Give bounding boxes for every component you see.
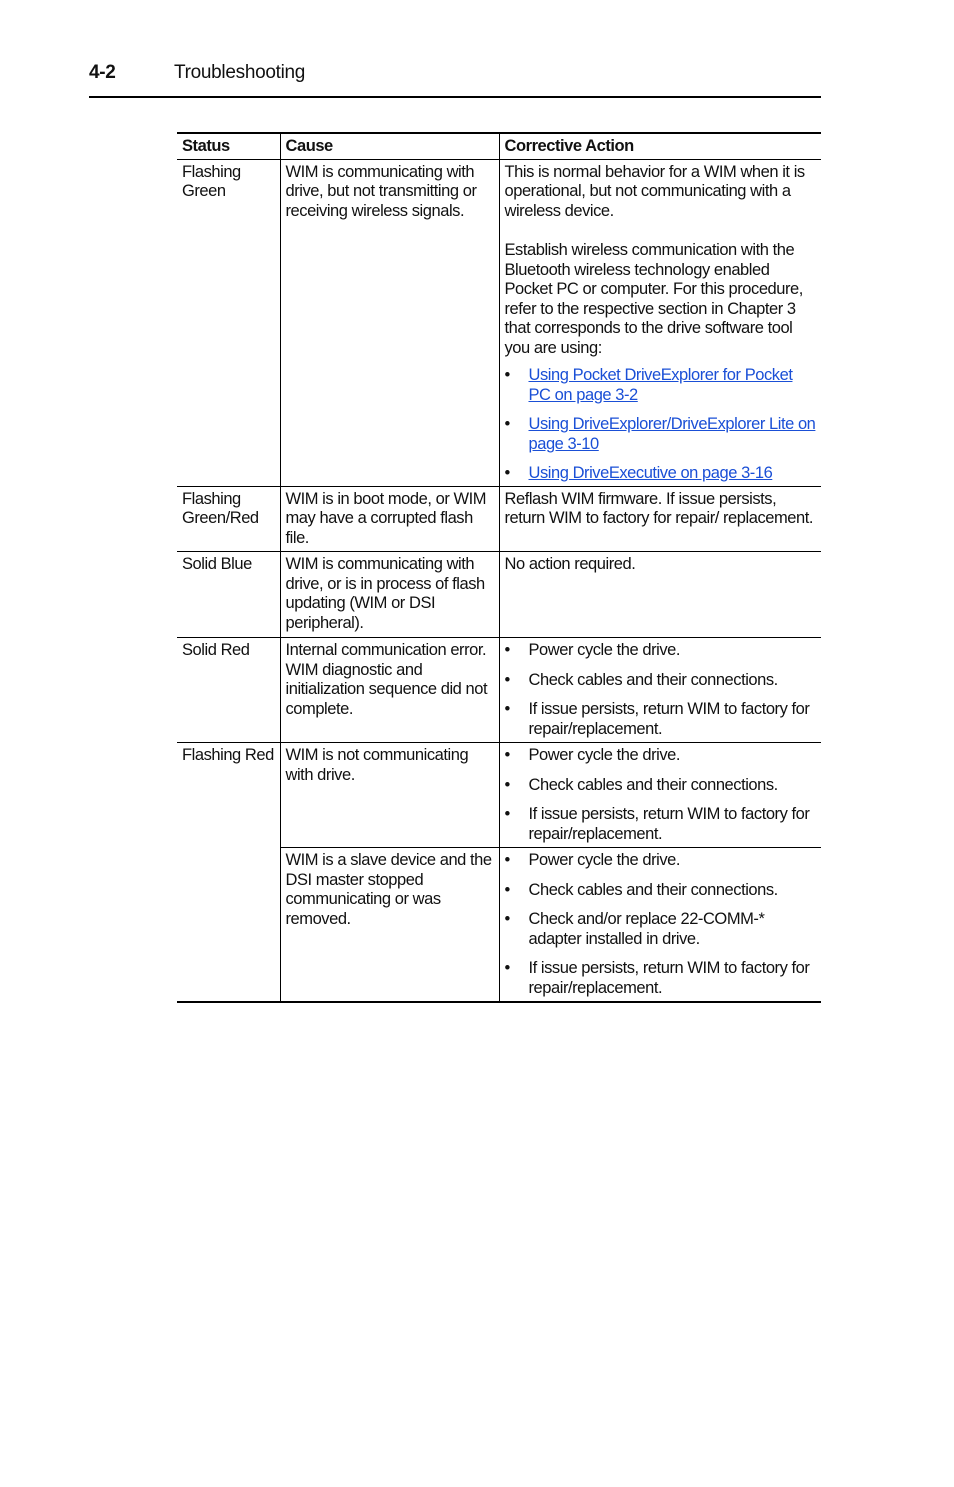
action-list xyxy=(505,641,818,739)
table-row xyxy=(177,159,821,486)
bullet-icon: • xyxy=(504,641,510,659)
status-cell: Flashing Green/Red xyxy=(177,486,280,552)
table-row xyxy=(177,552,821,638)
cause-cell: WIM is in boot mode, or WIM may have a corrupted flash file. xyxy=(280,486,499,552)
list-item xyxy=(505,959,818,998)
action-step: If issue persists, return WIM to factory for repair/replacement. xyxy=(528,805,810,843)
bullet-icon: • xyxy=(504,775,510,794)
action-cell xyxy=(499,743,821,848)
cause-cell: Internal communication error. WIM diagnostic and initialization sequence did not complete. xyxy=(280,638,499,743)
bullet-icon: • xyxy=(504,910,510,928)
column-header-cause: Cause xyxy=(280,133,499,159)
column-header-status: Status xyxy=(177,133,280,159)
link-pocket-driveexplorer[interactable]: Using Pocket DriveExplorer for Pocket PC on page 3-2 xyxy=(528,366,793,404)
link-driveexecutive[interactable]: Using DriveExecutive on page 3-16 xyxy=(528,464,773,482)
action-step: Power cycle the drive. xyxy=(528,851,680,869)
action-paragraph: This is normal behavior for a WIM when it is operational, but not communicating with a wireless device. xyxy=(504,162,805,220)
action-cell: No action required. xyxy=(504,555,636,573)
table-row xyxy=(177,743,821,848)
action-step: If issue persists, return WIM to factory for repair/replacement. xyxy=(528,959,810,997)
list-item xyxy=(505,671,818,691)
bullet-icon: • xyxy=(504,880,510,899)
cause-cell: WIM is communicating with drive, or is in process of flash updating (WIM or DSI peripheral). xyxy=(280,552,499,638)
status-cell: Solid Red xyxy=(177,638,280,743)
bullet-icon: • xyxy=(504,415,510,433)
bullet-icon: • xyxy=(504,670,510,689)
action-step: Check cables and their connections. xyxy=(528,775,778,794)
action-step: Check cables and their connections. xyxy=(528,670,778,689)
page-header xyxy=(89,60,821,98)
action-cell xyxy=(499,848,821,1003)
status-cell: Flashing Red xyxy=(177,743,280,1003)
cause-cell: WIM is a slave device and the DSI master stopped communicating or was removed. xyxy=(280,848,499,1003)
action-cell xyxy=(499,638,821,743)
bullet-icon: • xyxy=(504,851,510,869)
action-step: Check cables and their connections. xyxy=(528,880,778,899)
link-driveexplorer-lite[interactable]: Using DriveExplorer/DriveExplorer Lite on page 3-10 xyxy=(528,415,816,453)
table-row xyxy=(177,486,821,552)
list-item xyxy=(505,776,818,796)
bullet-icon: • xyxy=(504,366,510,384)
list-item xyxy=(505,881,818,901)
action-step: Power cycle the drive. xyxy=(528,746,680,764)
bullet-icon: • xyxy=(504,805,510,823)
bullet-icon: • xyxy=(504,700,510,718)
section-title: Troubleshooting xyxy=(174,62,306,83)
list-item xyxy=(505,851,818,871)
page-number: 4-2 xyxy=(89,62,116,83)
table-row xyxy=(177,638,821,743)
action-list xyxy=(505,851,818,998)
column-header-corrective-action: Corrective Action xyxy=(504,137,634,155)
list-item xyxy=(505,366,818,405)
cause-cell: WIM is communicating with drive, but not transmitting or receiving wireless signals. xyxy=(280,159,499,486)
troubleshooting-table xyxy=(177,132,821,1003)
cause-cell: WIM is not communicating with drive. xyxy=(280,743,499,848)
action-step: Check and/or replace 22-COMM-* adapter installed in drive. xyxy=(528,910,765,948)
list-item xyxy=(505,464,818,484)
bullet-icon: • xyxy=(504,959,510,977)
action-list xyxy=(505,746,818,844)
list-item xyxy=(505,910,818,949)
list-item xyxy=(505,746,818,766)
action-paragraph: Establish wireless communication with the Bluetooth wireless technology enabled Pocket PC or computer. For this procedure, refer to the respective section in Chapter 3 that corresponds to the drive software tool you are using: xyxy=(504,241,803,357)
bullet-icon: • xyxy=(504,746,510,764)
list-item xyxy=(505,415,818,454)
action-step: Power cycle the drive. xyxy=(528,641,680,659)
status-cell: Solid Blue xyxy=(177,552,280,638)
table-header-row xyxy=(177,133,821,159)
action-cell: Reflash WIM firmware. If issue persists, return WIM to factory for repair/ replacement. xyxy=(504,489,813,527)
action-step: If issue persists, return WIM to factory for repair/replacement. xyxy=(528,700,810,738)
action-cell xyxy=(499,159,821,486)
list-item xyxy=(505,641,818,661)
status-cell: Flashing Green xyxy=(177,159,280,486)
list-item xyxy=(505,700,818,739)
bullet-icon: • xyxy=(504,464,510,482)
link-list xyxy=(505,366,818,484)
list-item xyxy=(505,805,818,844)
